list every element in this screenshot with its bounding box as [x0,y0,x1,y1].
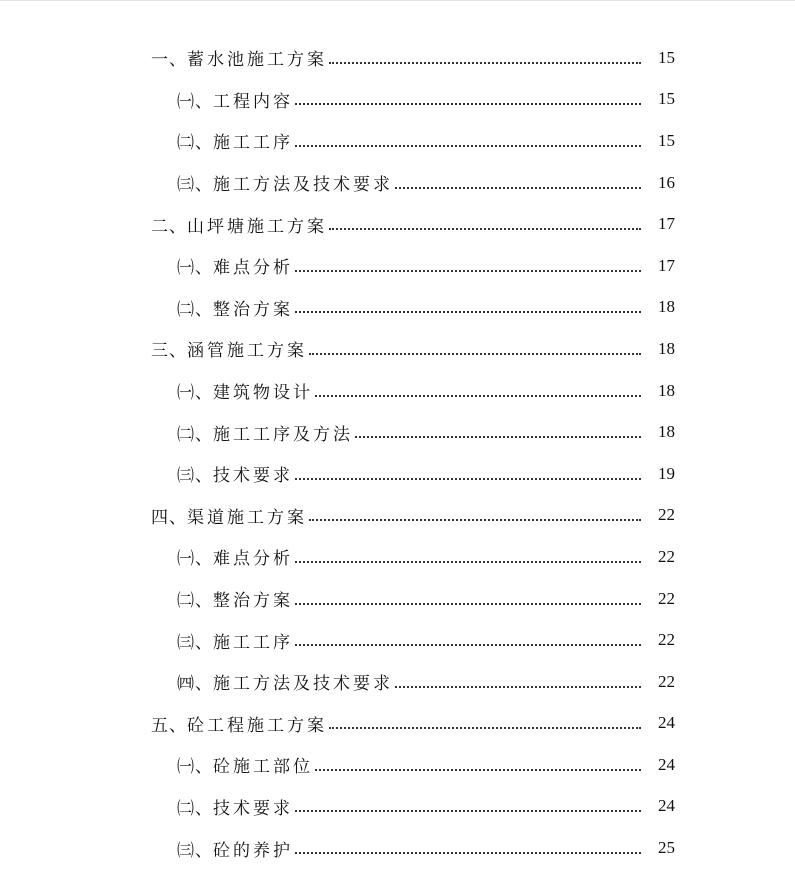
toc-page-number: 17 [658,255,675,275]
toc-dot-leader [309,519,641,521]
toc-page-number: 22 [658,588,675,608]
toc-page-number: 24 [658,754,675,774]
toc-section-entry[interactable] [0,661,795,703]
toc-dot-leader [295,852,641,854]
toc-page-number: 17 [658,214,675,234]
toc-entry-number: 五、 [151,715,187,736]
toc-entry-number: ㈠、 [177,91,213,112]
toc-dot-leader [329,727,641,729]
toc-entry-number: ㈡、 [177,133,213,154]
toc-dot-leader [295,603,641,605]
toc-chapter-entry[interactable] [0,703,795,745]
toc-entry-title: 整治方案 [213,591,293,612]
toc-chapter-entry[interactable] [0,203,795,245]
toc-entry-title: 难点分析 [213,258,293,279]
toc-page-number: 19 [658,463,675,483]
toc-entry-number: ㈡、 [177,424,213,445]
toc-chapter-entry[interactable] [0,495,795,537]
toc-section-entry[interactable] [0,120,795,162]
toc-entry-number: ㈠、 [177,549,213,570]
toc-entry-title: 砼的养护 [213,840,293,861]
toc-dot-leader [315,395,641,397]
toc-section-entry[interactable] [0,786,795,828]
toc-dot-leader [295,644,641,646]
toc-entry-number: ㈢、 [177,632,213,653]
toc-entry-number: ㈡、 [177,591,213,612]
toc-entry-title: 技术要求 [213,798,293,819]
toc-section-entry[interactable] [0,370,795,412]
toc-dot-leader [295,270,641,272]
toc-entry-title: 山坪塘施工方案 [187,216,327,237]
toc-entry-title: 施工工序 [213,133,293,154]
toc-page-number: 18 [658,338,675,358]
toc-section-entry[interactable] [0,744,795,786]
toc-dot-leader [295,561,641,563]
toc-entry-title: 渠道施工方案 [187,507,307,528]
toc-dot-leader [295,478,641,480]
toc-entry-title: 整治方案 [213,299,293,320]
toc-entry-title: 蓄水池施工方案 [187,50,327,71]
toc-entry-title: 施工工序 [213,632,293,653]
toc-entry-title: 砼工程施工方案 [187,715,327,736]
toc-entry-number: ㈢、 [177,175,213,196]
toc-dot-leader [395,686,641,688]
toc-entry-number: ㈢、 [177,466,213,487]
toc-section-entry[interactable] [0,453,795,495]
toc-entry-title: 工程内容 [213,91,293,112]
toc-dot-leader [295,810,641,812]
toc-entry-title: 施工工序及方法 [213,424,353,445]
toc-section-entry[interactable] [0,245,795,287]
toc-section-entry[interactable] [0,619,795,661]
toc-entry-title: 涵管施工方案 [187,341,307,362]
toc-entry-number: ㈡、 [177,798,213,819]
toc-entry-number: 一、 [151,50,187,71]
toc-page-number: 24 [658,713,675,733]
toc-dot-leader [329,62,641,64]
toc-dot-leader [295,145,641,147]
toc-entry-title: 技术要求 [213,466,293,487]
toc-entry-number: ㈠、 [177,258,213,279]
toc-section-entry[interactable] [0,578,795,620]
toc-section-entry[interactable] [0,162,795,204]
toc-entry-number: 二、 [151,216,187,237]
toc-dot-leader [295,103,641,105]
toc-section-entry[interactable] [0,411,795,453]
toc-entry-number: ㈡、 [177,299,213,320]
toc-page-number: 15 [658,89,675,109]
toc-page-number: 22 [658,671,675,691]
toc-dot-leader [329,228,641,230]
toc-page-number: 16 [658,172,675,192]
toc-entry-title: 施工方法及技术要求 [213,674,393,695]
toc-section-entry[interactable] [0,287,795,329]
toc-page-number: 22 [658,546,675,566]
toc-dot-leader [355,436,641,438]
toc-entry-number: ㈠、 [177,383,213,404]
toc-page-number: 18 [658,422,675,442]
toc-chapter-entry[interactable] [0,37,795,79]
toc-page-number: 18 [658,380,675,400]
toc-page-number: 15 [658,47,675,67]
toc-section-entry[interactable] [0,827,795,869]
toc-entry-title: 施工方法及技术要求 [213,175,393,196]
table-of-contents [0,37,795,869]
toc-entry-number: 三、 [151,341,187,362]
toc-entry-title: 砼施工部位 [213,757,313,778]
toc-page-number: 25 [658,838,675,858]
toc-dot-leader [295,311,641,313]
toc-dot-leader [315,769,641,771]
toc-entry-number: 四、 [151,507,187,528]
toc-entry-number: ㈣、 [177,674,213,695]
toc-dot-leader [309,353,641,355]
toc-page-number: 22 [658,505,675,525]
toc-entry-number: ㈢、 [177,840,213,861]
toc-entry-number: ㈠、 [177,757,213,778]
toc-page-number: 22 [658,630,675,650]
toc-page-number: 18 [658,297,675,317]
toc-entry-title: 建筑物设计 [213,383,313,404]
toc-chapter-entry[interactable] [0,328,795,370]
toc-section-entry[interactable] [0,536,795,578]
toc-section-entry[interactable] [0,79,795,121]
toc-entry-title: 难点分析 [213,549,293,570]
toc-page-number: 24 [658,796,675,816]
toc-dot-leader [395,187,641,189]
toc-page-number: 15 [658,130,675,150]
